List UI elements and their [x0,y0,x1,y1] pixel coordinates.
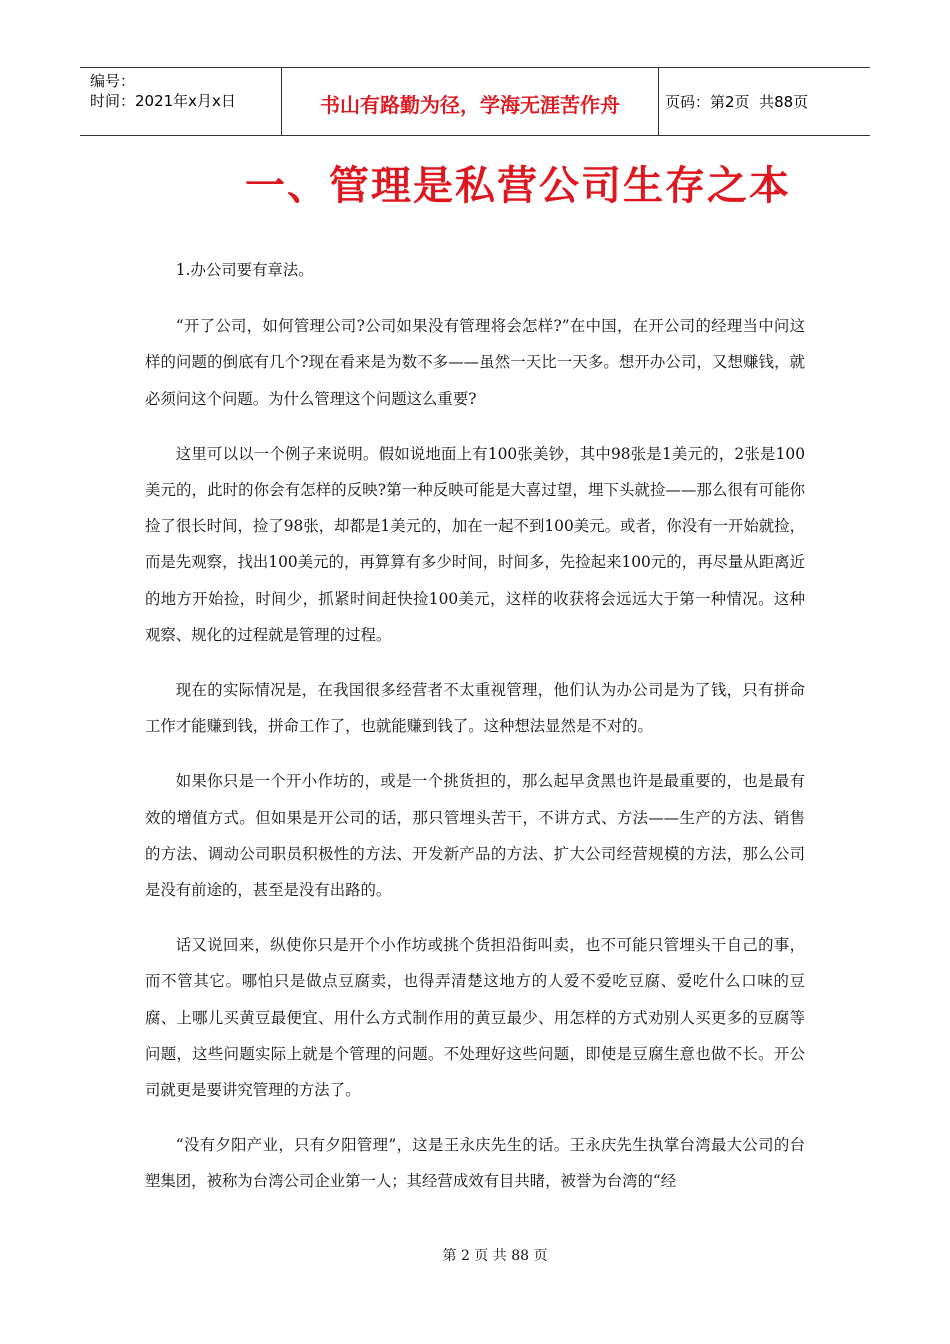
header-meta [80,68,282,135]
paragraph: 现在的实际情况是，在我国很多经营者不太重视管理，他们认为办公司是为了钱，只有拼命工作才能赚到钱，拼命工作了，也就能赚到钱了。这种想法显然是不对的。 [145,681,805,736]
footer-page-number: 第 2 页 共 88 页 [442,1248,548,1264]
page-title: 一、管理是私营公司生存之本 [245,163,791,209]
paragraph: 这里可以以一个例子来说明。假如说地面上有100张美钞，其中98张是1美元的，2张是100美元的，此时的你会有怎样的反映?第一种反映可能是大喜过望，埋下头就捡——那么很有可能你捡了很长时间，捡了98张，却都是1美元的，加在一起不到100美元。或者，你没有一开始就捡，而是先观察，找出100美元的，再算算有多少时间，时间多，先捡起来100元的，再尽量从距离近的地方开始捡，时间少，抓紧时间赶快捡100美元，这样的收获将会远远大于第一种情况。这种观察、规化的过程就是管理的过程。 [145,444,805,644]
paragraph: 1.办公司要有章法。 [175,261,314,279]
paragraph: 话又说回来，纵使你只是开个小作坊或挑个货担沿街叫卖，也不可能只管埋头干自己的事，而不管其它。哪怕只是做点豆腐卖，也得弄清楚这地方的人爱不爱吃豆腐、爱吃什么口味的豆腐、上哪儿买黄豆最便宜、用什么方式制作用的黄豆最少、用怎样的方式劝别人买更多的豆腐等问题，这些问题实际上就是个管理的问题。不处理好这些问题，即使是豆腐生意也做不长。开公司就更是要讲究管理的方法了。 [145,936,805,1100]
paragraph: “没有夕阳产业，只有夕阳管理”，这是王永庆先生的话。王永庆先生执掌台湾最大公司的台塑集团，被称为台湾公司企业第一人；其经营成效有目共睹，被誉为台湾的“经 [145,1136,805,1191]
header-number-label: 编号： [90,72,136,90]
page-footer [0,1245,950,1265]
header-page-code: 页码：第2页 共88页 [665,93,809,111]
body-text [145,252,805,1219]
document-header [80,67,870,136]
header-motto: 书山有路勤为径，学海无涯苦作舟 [282,68,659,135]
paragraph: “开了公司，如何管理公司?公司如果没有管理将会怎样?”在中国，在开公司的经理当中问这样的问题的倒底有几个?现在看来是为数不多——虽然一天比一天多。想开办公司，又想赚钱，就必须问这个问题。为什么管理这个问题这么重要? [145,317,805,408]
header-time-label: 时间：2021年x月x日 [90,92,236,110]
paragraph: 如果你只是一个开小作坊的，或是一个挑货担的，那么起早贪黑也许是最重要的，也是最有效的增值方式。但如果是开公司的话，那只管埋头苦干，不讲方式、方法——生产的方法、销售的方法、调动公司职员积极性的方法、开发新产品的方法、扩大公司经营规模的方法，那么公司是没有前途的，甚至是没有出路的。 [145,772,805,900]
